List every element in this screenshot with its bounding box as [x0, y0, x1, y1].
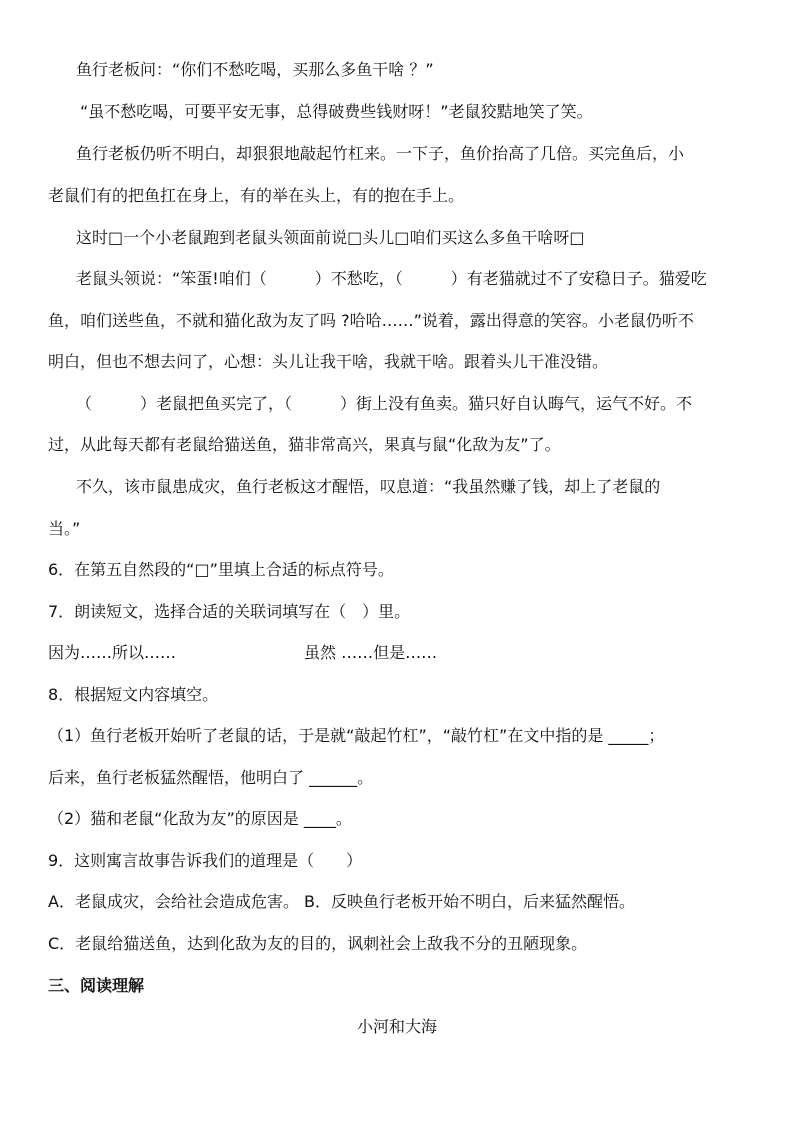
story-paragraph-3-line-2: 老鼠们有的把鱼扛在身上，有的举在头上，有的抱在手上。 [48, 186, 465, 205]
story-paragraph-2: “虽不愁吃喝，可要平安无事，总得破费些钱财呀！”老鼠狡黠地笑了笑。 [80, 102, 593, 121]
story-paragraph-4: 这时□一个小老鼠跑到老鼠头领面前说□头儿□咱们买这么多鱼干啥呀□ [76, 228, 585, 247]
story-paragraph-1: 鱼行老板问：“你们不愁吃喝，买那么多鱼干啥 ？” [76, 60, 434, 79]
question-7: 7．朗读短文，选择合适的关联词填写在（ ）里。 [48, 602, 411, 621]
question-9-option-c: C．老鼠给猫送鱼，达到化敌为友的目的，讽刺社会上敌我不分的丑陋现象。 [48, 934, 588, 953]
option-suiran-danshi: 虽然 ……但是…… [304, 643, 438, 662]
question-8-1-line-1: （1）鱼行老板开始听了老鼠的话，于是就“敲起竹杠”，“敲竹杠”在文中指的是 _____； [48, 726, 665, 745]
question-7-options [48, 643, 748, 663]
question-8-2: （2）猫和老鼠“化敌为友”的原因是 ____。 [48, 809, 352, 828]
story-paragraph-6-line-1: （ ）老鼠把鱼买完了，（ ）街上没有鱼卖。猫只好自认晦气，运气不好。不 [76, 394, 693, 413]
question-9-options-a-b: A．老鼠成灾，会给社会造成危害。 B．反映鱼行老板开始不明白，后来猛然醒悟。 [48, 892, 636, 911]
story-paragraph-5-line-1: 老鼠头领说：“笨蛋!咱们（ ）不愁吃，（ ）有老猫就过不了安稳日子。猫爱吃 [76, 269, 707, 288]
story-paragraph-5-line-3: 明白，但也不想去问了，心想：头儿让我干啥，我就干啥。跟着头儿干准没错。 [48, 352, 609, 371]
question-6: 6．在第五自然段的“□”里填上合适的标点符号。 [48, 560, 394, 579]
story-paragraph-3-line-1: 鱼行老板仍听不明白，却狠狠地敲起竹杠来。一下子，鱼价抬高了几倍。买完鱼后，小 [76, 144, 685, 163]
story-paragraph-7-line-1: 不久，该市鼠患成灾，鱼行老板这才醒悟，叹息道：“我虽然赚了钱，却上了老鼠的 [76, 477, 661, 496]
story-title: 小河和大海 [356, 1017, 437, 1036]
story-paragraph-7-line-2: 当。” [48, 519, 81, 538]
question-8: 8．根据短文内容填空。 [48, 685, 219, 704]
question-9: 9．这则寓言故事告诉我们的道理是（ ） [48, 851, 363, 870]
story-paragraph-6-line-2: 过，从此每天都有老鼠给猫送鱼，猫非常高兴，果真与鼠“化敌为友”了。 [48, 435, 561, 454]
story-paragraph-5-line-2: 鱼，咱们送些鱼，不就和猫化敌为友了吗 ?哈哈……”说着，露出得意的笑容。小老鼠仍听不 [48, 311, 694, 330]
section-heading: 三、阅读理解 [48, 976, 145, 995]
question-8-1-line-2: 后来，鱼行老板猛然醒悟，他明白了 ______。 [48, 768, 374, 787]
option-yinwei-suoyi: 因为……所以…… [48, 643, 177, 662]
